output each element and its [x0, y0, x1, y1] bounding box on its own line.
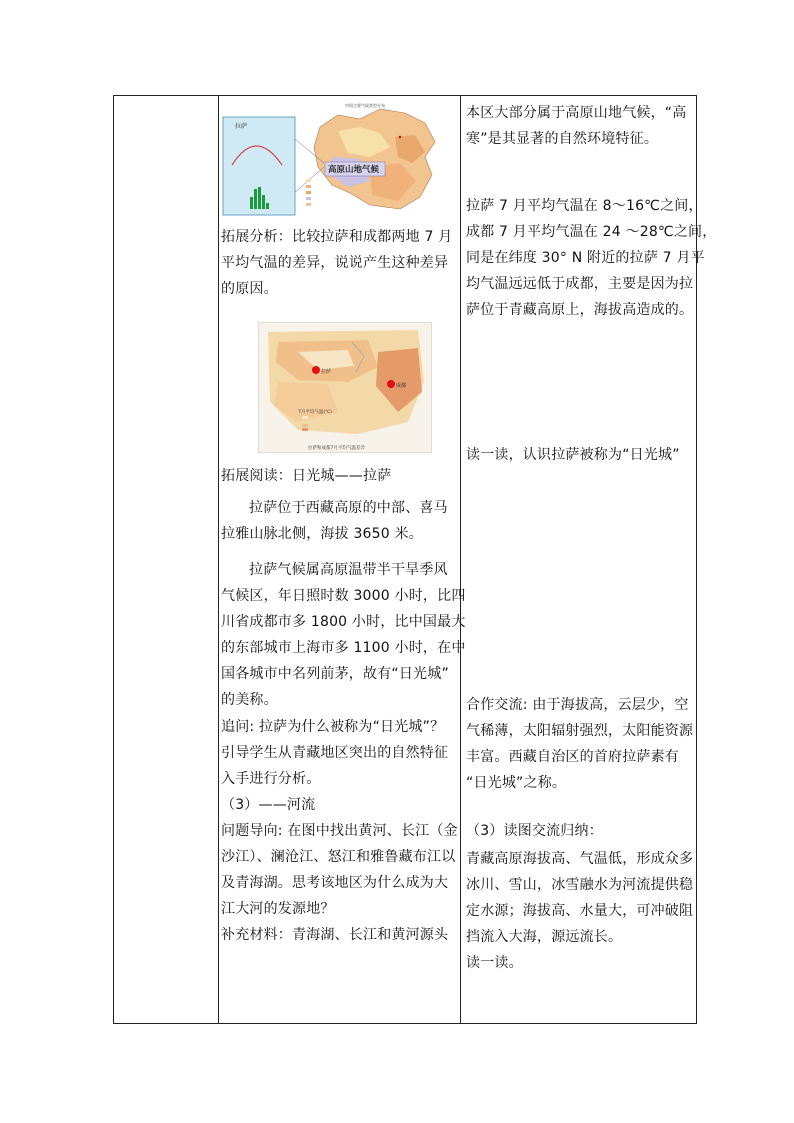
climate-callout-label: 高原山地气候 [328, 165, 380, 175]
temp-legend-title: 7月平均气温(℃) [298, 410, 332, 415]
follow-up-question: 追问: 拉萨为什么被称为“日光城”？ 引导学生从青藏地区突出的自然特征 入手进行分析。 [221, 719, 449, 787]
analysis-text: 拓展分析：比较拉萨和成都两地 7 月 平均气温的差异，说说产生这种差异 的原因。 [221, 229, 453, 297]
climate-chart-city-label: 拉萨 [235, 123, 248, 130]
cooperative-exchange: 合作交流: 由于海拔高，云层少，空 气稀薄，太阳辐射强烈，太阳能资源 丰富。西藏自治区的首府拉萨素有 “日光城”之称。 [466, 697, 694, 791]
problem-guide: 问题导向: 在图中找出黄河、长江（金 沙江）、澜沧江、怒江和雅鲁藏布江以 及青海湖。思考该地区为什么成为大 江大河的发源地？ [221, 823, 458, 917]
reading-paragraph-2: 拉萨气候属高原温带半干旱季风 气候区，年日照时数 3000 小时，比四 川省成都市多 1800 小时，比中国最大 的东部城市上海市多 1100 小时，在中 国各城市中名列前茅，故有“日光城” 的美称。 [221, 562, 466, 708]
read-prompt: 读一读。 [466, 955, 523, 971]
reading-title: 拓展阅读：日光城——拉萨 [221, 468, 392, 484]
climate-type-map [220, 97, 442, 217]
river-summary: 青藏高原海拔高、气温低，形成众多 冰川、雪山，冰雪融水为河流提供稳 定水源；海拔高、水量大，可冲破阻 挡流入大海，源远流长。 [466, 851, 694, 945]
temp-map-caption: 拉萨和成都7月平均气温差异 [308, 446, 365, 451]
summary-heading: （3）读图交流归纳： [466, 823, 603, 839]
july-temperature-map [258, 322, 432, 453]
map-label-lhasa: 拉萨 [321, 369, 332, 375]
temperature-explanation: 拉萨 7 月平均气温在 8～16℃之间， 成都 7 月平均气温在 24 ～28℃之间， 同是在纬度 30° N 附近的拉萨 7 月平 均气温远远低于成都，主要是因为拉 萨位于青藏高原上，海拔高造成的。 [466, 198, 717, 318]
reading-paragraph-1: 拉萨位于西藏高原的中部、喜马 拉雅山脉北侧，海拔 3650 米。 [221, 500, 448, 542]
climate-summary: 本区大部分属于高原山地气候，“高 寒”是其显著的自然环境特征。 [466, 105, 687, 147]
climate-map-title: 中国主要气候类型分布 [345, 103, 385, 108]
supplement-material: 补充材料：青海湖、长江和黄河源头 [221, 927, 449, 943]
read-prompt-sunlight-city: 读一读，认识拉萨被称为“日光城” [466, 447, 680, 463]
map-label-chengdu: 成都 [396, 383, 407, 389]
section-3-heading: （3）——河流 [221, 797, 316, 813]
column-divider-1 [218, 96, 219, 1023]
